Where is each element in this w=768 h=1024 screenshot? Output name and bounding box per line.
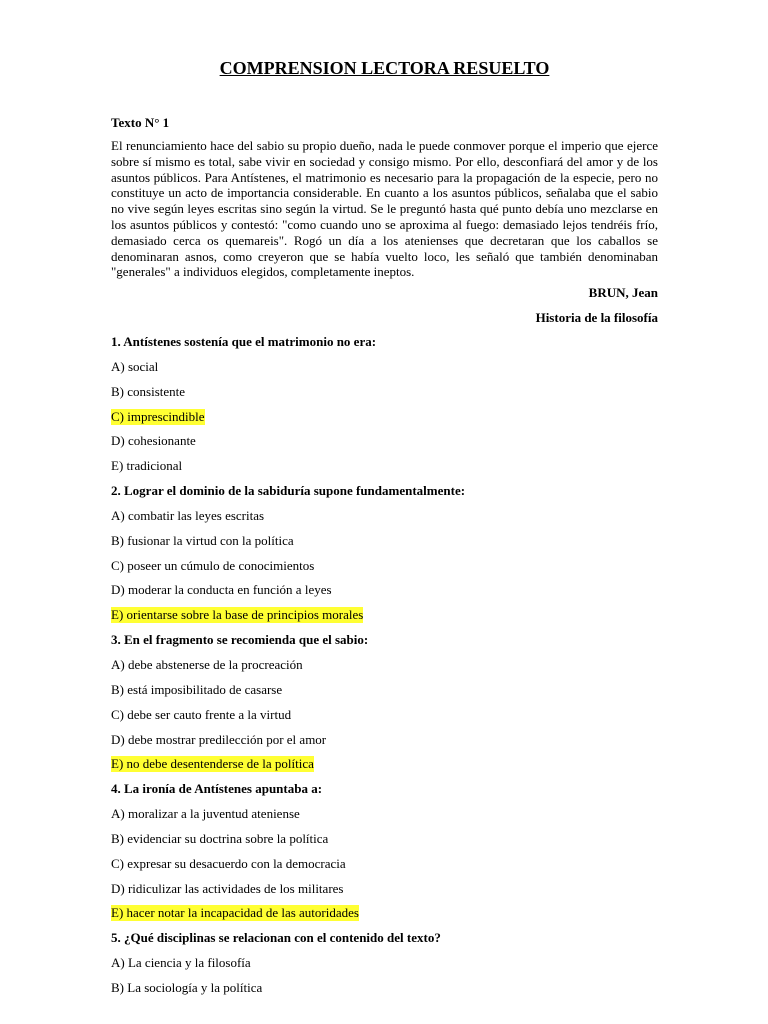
answer-option: [111, 582, 658, 607]
option-text: D) ridiculizar las actividades de los militares: [111, 880, 344, 896]
option-text: E) orientarse sobre la base de principios morales: [111, 607, 364, 623]
answer-option: [111, 533, 658, 558]
option-text: C) expresar su desacuerdo con la democracia: [111, 855, 346, 871]
answer-option: [111, 881, 658, 906]
option-text: D) moderar la conducta en función a leyes: [111, 582, 332, 598]
option-text: A) debe abstenerse de la procreación: [111, 656, 303, 672]
answer-option: [111, 980, 658, 1005]
answer-option: [111, 806, 658, 831]
answer-option-highlighted: [111, 905, 658, 930]
answer-option-highlighted: [111, 756, 658, 781]
option-text: B) evidenciar su doctrina sobre la política: [111, 830, 329, 846]
answer-option: [111, 707, 658, 732]
document-title: COMPRENSION LECTORA RESUELTO: [219, 58, 550, 78]
question-text: 4. La ironía de Antístenes apuntaba a:: [111, 781, 323, 797]
option-text: C) debe ser cauto frente a la virtud: [111, 706, 292, 722]
question-text: 3. En el fragmento se recomienda que el sabio:: [111, 632, 369, 648]
author: BRUN, Jean: [588, 285, 658, 300]
book-title: Historia de la filosofía: [535, 310, 658, 325]
option-text: B) La sociología y la política: [111, 979, 263, 995]
question-2: [111, 483, 658, 508]
answer-option-highlighted: [111, 607, 658, 632]
answer-option: [111, 856, 658, 881]
question-list: [111, 334, 658, 1005]
answer-option-highlighted: [111, 409, 658, 434]
option-text: A) La ciencia y la filosofía: [111, 955, 251, 971]
question-4: [111, 781, 658, 806]
option-text: D) debe mostrar predilección por el amor: [111, 731, 327, 747]
question-text: 2. Lograr el dominio de la sabiduría supone fundamentalmente:: [111, 483, 466, 499]
option-text: B) consistente: [111, 383, 186, 399]
answer-option: [111, 359, 658, 384]
answer-option: [111, 384, 658, 409]
option-text: C) poseer un cúmulo de conocimientos: [111, 557, 315, 573]
option-text: B) está imposibilitado de casarse: [111, 681, 283, 697]
option-text: A) social: [111, 358, 159, 374]
question-3: [111, 632, 658, 657]
answer-option: [111, 682, 658, 707]
question-text: 1. Antístenes sostenía que el matrimonio no era:: [111, 334, 377, 349]
option-text: E) no debe desentenderse de la política: [111, 756, 314, 772]
answer-option: [111, 508, 658, 533]
answer-option: [111, 657, 658, 682]
text-label: Texto N° 1: [111, 115, 170, 130]
option-text: E) tradicional: [111, 458, 183, 474]
question-5: [111, 930, 658, 955]
answer-option: [111, 433, 658, 458]
reading-passage: El renunciamiento hace del sabio su propio dueño, nada le puede conmover porque el imperio que ejerce sobre sí mismo es total, sabe vivir en sociedad y consigo mismo. Por ello, desconfiará del amor y de los asuntos públicos. Para Antístenes, el matrimonio es necesario para la propagación de la especie, pero no constituye un acto de importancia considerable. En cuanto a los asuntos públicos, señalaba que el sabio no vive según leyes escritas sino según la virtud. Se le preguntó hasta qué punto debía uno mezclarse en los asuntos públicos y contestó: "como cuando uno se aproxima al fuego: demasiado lejos tendréis frío, demasiado cerca os quemareis". Rogó un día a los atenienses que decretaran que los caballos se denominaran asnos, como creyeron que se había vuelto loco, les señaló que también denominaban "generales" a individuos elegidos, completamente ineptos.: [111, 138, 658, 280]
option-text: C) imprescindible: [111, 408, 205, 424]
answer-option: [111, 732, 658, 757]
answer-option: [111, 558, 658, 583]
question-text: 5. ¿Qué disciplinas se relacionan con el contenido del texto?: [111, 930, 441, 946]
option-text: E) hacer notar la incapacidad de las autoridades: [111, 905, 359, 921]
option-text: A) moralizar a la juventud ateniense: [111, 806, 300, 822]
answer-option: [111, 458, 658, 483]
option-text: D) cohesionante: [111, 433, 196, 449]
option-text: B) fusionar la virtud con la política: [111, 532, 294, 548]
option-text: A) combatir las leyes escritas: [111, 507, 265, 523]
question-1: [111, 334, 658, 359]
answer-option: [111, 955, 658, 980]
answer-option: [111, 831, 658, 856]
